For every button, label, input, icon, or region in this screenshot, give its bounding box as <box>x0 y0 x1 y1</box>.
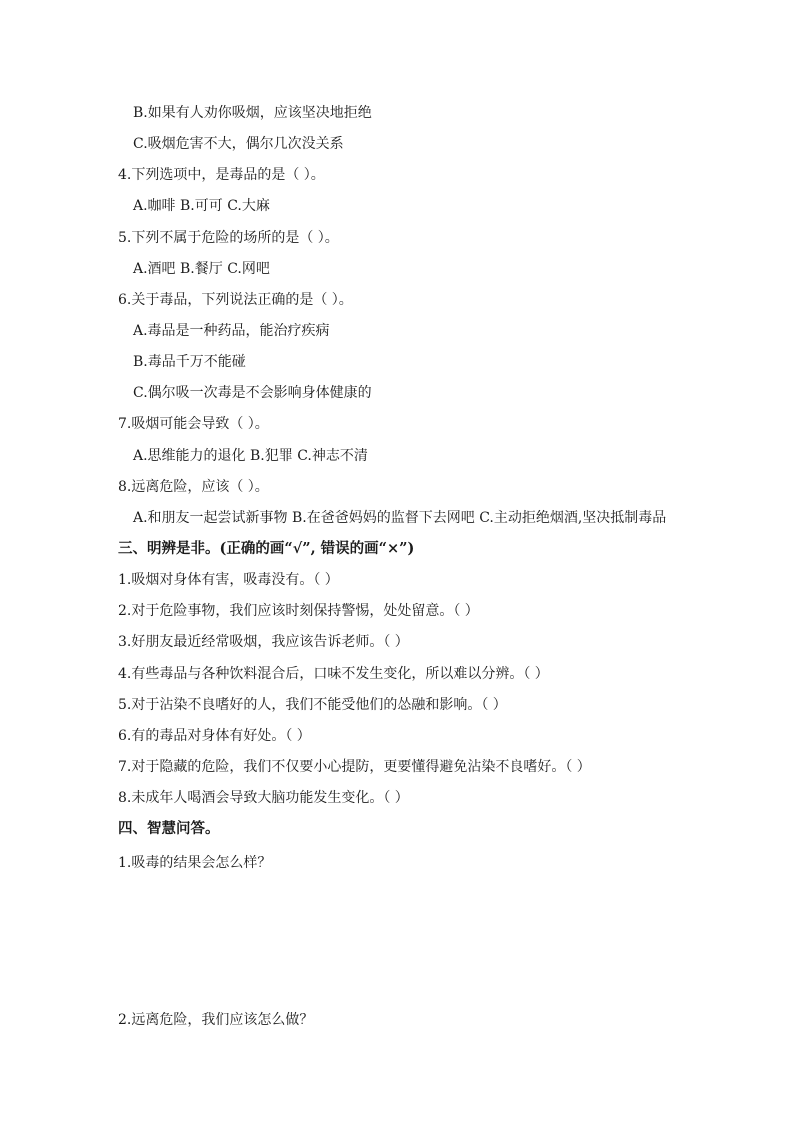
option-3c: C.吸烟危害不大，偶尔几次没关系 <box>133 136 344 152</box>
section4-heading: 四、智慧问答。 <box>118 820 220 837</box>
question-4: 4.下列选项中，是毒品的是（ ）。 <box>118 167 325 183</box>
section3-heading: 三、明辨是非。(正确的画“√”, 错误的画“×”) <box>118 540 415 557</box>
option-6c: C.偶尔吸一次毒是不会影响身体健康的 <box>133 385 372 401</box>
judge-item-1: 1.吸烟对身体有害，吸毒没有。（ ） <box>118 572 339 588</box>
question-6: 6.关于毒品，下列说法正确的是（ ）。 <box>118 292 353 308</box>
options-7: A.思维能力的退化 B.犯罪 C.神志不清 <box>133 448 368 464</box>
qa-item-1: 1.吸毒的结果会怎么样？ <box>118 855 272 871</box>
judge-item-2: 2.对于危险事物，我们应该时刻保持警惕，处处留意。（ ） <box>118 603 479 619</box>
option-3b: B.如果有人劝你吸烟，应该坚决地拒绝 <box>133 105 372 121</box>
judge-item-5: 5.对于沾染不良嗜好的人，我们不能受他们的怂融和影响。（ ） <box>118 697 507 713</box>
judge-item-6: 6.有的毒品对身体有好处。（ ） <box>118 728 311 744</box>
options-5: A.酒吧 B.餐厅 C.网吧 <box>133 261 270 277</box>
options-4: A.咖啡 B.可可 C.大麻 <box>133 198 270 214</box>
judge-item-3: 3.好朋友最近经常吸烟，我应该告诉老师。（ ） <box>118 634 409 650</box>
judge-item-8: 8.未成年人喝酒会导致大脑功能发生变化。（ ） <box>118 790 409 806</box>
question-5: 5.下列不属于危险的场所的是（ ）。 <box>118 230 339 246</box>
option-6a: A.毒品是一种药品，能治疗疾病 <box>133 323 330 339</box>
question-7: 7.吸烟可能会导致（ ）。 <box>118 416 269 432</box>
qa-item-2: 2.远离危险，我们应该怎么做？ <box>118 1012 314 1028</box>
options-8: A.和朋友一起尝试新事物 B.在爸爸妈妈的监督下去网吧 C.主动拒绝烟酒,坚决抵制毒品 <box>133 510 667 526</box>
judge-item-4: 4.有些毒品与各种饮料混合后，口味不发生变化，所以难以分辨。（ ） <box>118 666 549 682</box>
option-6b: B.毒品千万不能碰 <box>133 354 246 370</box>
question-8: 8.远离危险，应该（ ）。 <box>118 479 269 495</box>
judge-item-7: 7.对于隐藏的危险，我们不仅要小心提防，更要懂得避免沾染不良嗜好。（ ） <box>118 759 591 775</box>
